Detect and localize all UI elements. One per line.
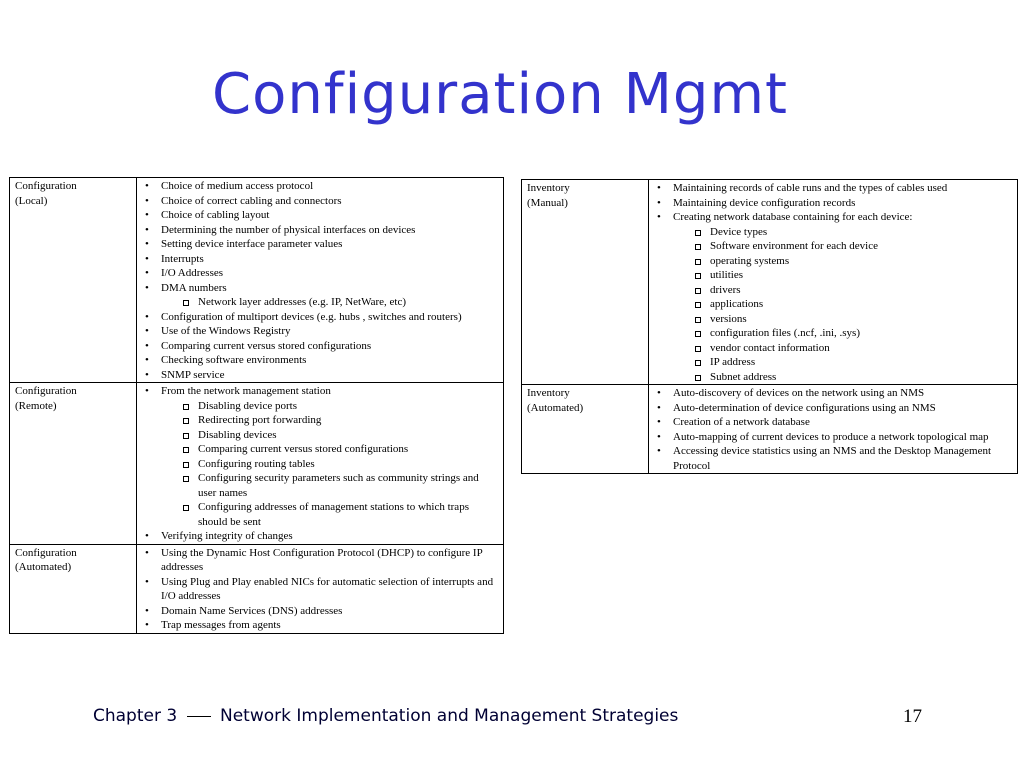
sub-bullet-item: Disabling device ports (137, 399, 499, 414)
bullet-text: Creation of a network database (673, 416, 810, 428)
sub-bullet-item: Comparing current versus stored configurations (137, 442, 499, 457)
bullet-text: Creating network database containing for each device: (673, 211, 913, 223)
bullet-text: Using the Dynamic Host Configuration Protocol (DHCP) to configure IP addresses (161, 546, 483, 573)
sub-list-container (649, 225, 1013, 385)
table-row (10, 544, 504, 633)
bullet-item (649, 386, 1013, 401)
sub-bullet-item: drivers (649, 283, 1013, 298)
inventory-table (521, 179, 1018, 474)
bullet-item (137, 266, 499, 281)
bullet-text: Choice of medium access protocol (161, 180, 314, 192)
sub-bullet-item: Configuring routing tables (137, 457, 499, 472)
category-line: Inventory (527, 182, 570, 194)
slide-footer (93, 706, 678, 726)
bullet-item (649, 415, 1013, 430)
table-row (522, 180, 1018, 385)
sub-list (137, 295, 499, 310)
row-items (137, 544, 504, 633)
bullet-text: Checking software environments (161, 354, 307, 366)
bullet-item (137, 237, 499, 252)
category-line: (Remote) (15, 399, 57, 412)
bullet-item (137, 324, 499, 339)
bullet-text: Use of the Windows Registry (161, 325, 291, 337)
footer-subtitle: Network Implementation and Management Strategies (220, 706, 679, 726)
bullet-text: Interrupts (161, 252, 204, 265)
row-category (522, 385, 649, 474)
row-items (649, 385, 1018, 474)
bullet-item (137, 353, 499, 368)
sub-bullet-item: Disabling devices (137, 428, 499, 443)
bullet-text: Verifying integrity of changes (161, 530, 293, 542)
category-line: Configuration (15, 180, 77, 192)
bullet-text: I/O Addresses (161, 267, 224, 279)
sub-bullet-item: utilities (649, 268, 1013, 283)
bullet-item (137, 310, 499, 325)
bullet-text: Comparing current versus stored configurations (161, 339, 372, 352)
bullet-item (649, 210, 1013, 225)
bullet-item (649, 401, 1013, 416)
category-line: (Manual) (527, 196, 568, 209)
category-line: Configuration (15, 546, 77, 559)
bullet-text: Determining the number of physical interfaces on devices (161, 223, 416, 236)
bullet-item (137, 368, 499, 383)
sub-bullet-item: configuration files (.ncf, .ini, .sys) (649, 326, 1013, 341)
sub-bullet-item: versions (649, 312, 1013, 327)
row-category (10, 544, 137, 633)
configuration-table (9, 177, 504, 634)
bullet-text: DMA numbers (161, 281, 227, 294)
bullet-item (137, 618, 499, 633)
category-line: (Local) (15, 194, 48, 207)
bullet-text: Configuration of multiport devices (e.g. hubs , switches and routers) (161, 310, 462, 323)
row-items (137, 178, 504, 383)
sub-list (137, 399, 499, 530)
row-items (137, 383, 504, 545)
slide-title: Configuration Mgmt (212, 62, 788, 127)
sub-list-container (137, 295, 499, 310)
bullet-text: Auto-discovery of devices on the network using an NMS (673, 387, 925, 399)
row-category (522, 180, 649, 385)
bullet-text: Maintaining records of cable runs and the types of cables used (673, 182, 948, 194)
bullet-item (137, 252, 499, 267)
bullet-text: Accessing device statistics using an NMS and the Desktop Management Protocol (673, 445, 992, 472)
bullet-item (137, 604, 499, 619)
row-category (10, 383, 137, 545)
row-items (649, 180, 1018, 385)
sub-bullet-item: Software environment for each device (649, 239, 1013, 254)
sub-bullet-item: Network layer addresses (e.g. IP, NetWare, etc) (137, 295, 499, 310)
bullet-item (649, 196, 1013, 211)
bullet-item (137, 546, 499, 575)
bullet-item (137, 529, 499, 544)
sub-bullet-item: Configuring security parameters such as community strings and user names (137, 471, 499, 500)
bullet-text: Choice of correct cabling and connectors (161, 194, 342, 207)
bullet-item (137, 194, 499, 209)
category-line: Configuration (15, 385, 77, 397)
footer-chapter: Chapter 3 (93, 706, 178, 726)
bullet-text: Trap messages from agents (161, 619, 281, 631)
bullet-item (137, 575, 499, 604)
bullet-text: Domain Name Services (DNS) addresses (161, 604, 343, 617)
sub-bullet-item: operating systems (649, 254, 1013, 269)
footer-dash (187, 716, 211, 717)
bullet-item (649, 181, 1013, 196)
bullet-text: From the network management station (161, 385, 331, 397)
sub-list (649, 225, 1013, 385)
table-row (10, 178, 504, 383)
sub-bullet-item: Subnet address (649, 370, 1013, 385)
row-category (10, 178, 137, 383)
bullet-text: Setting device interface parameter values (161, 238, 343, 250)
bullet-item (649, 444, 1013, 473)
bullet-item (137, 281, 499, 296)
bullet-item (137, 339, 499, 354)
sub-bullet-item: Redirecting port forwarding (137, 413, 499, 428)
bullet-text: Auto-mapping of current devices to produce a network topological map (673, 430, 989, 443)
table-row (522, 385, 1018, 474)
page-number: 17 (903, 706, 922, 727)
sub-bullet-item: Configuring addresses of management stations to which traps should be sent (137, 500, 499, 529)
bullet-item (137, 223, 499, 238)
bullet-text: Using Plug and Play enabled NICs for automatic selection of interrupts and I/O addresses (161, 575, 494, 602)
category-line: Inventory (527, 387, 570, 399)
bullet-text: Choice of cabling layout (161, 209, 270, 221)
bullet-text: Maintaining device configuration records (673, 196, 856, 209)
sub-bullet-item: Device types (649, 225, 1013, 240)
category-line: (Automated) (527, 401, 584, 414)
table-row (10, 383, 504, 545)
bullet-text: Auto-determination of device configurations using an NMS (673, 401, 936, 414)
bullet-item (649, 430, 1013, 445)
sub-bullet-item: IP address (649, 355, 1013, 370)
sub-list-container (137, 399, 499, 530)
category-line: (Automated) (15, 561, 72, 573)
bullet-item (137, 208, 499, 223)
sub-bullet-item: applications (649, 297, 1013, 312)
bullet-item (137, 384, 499, 399)
sub-bullet-item: vendor contact information (649, 341, 1013, 356)
bullet-item (137, 179, 499, 194)
bullet-text: SNMP service (161, 368, 225, 381)
